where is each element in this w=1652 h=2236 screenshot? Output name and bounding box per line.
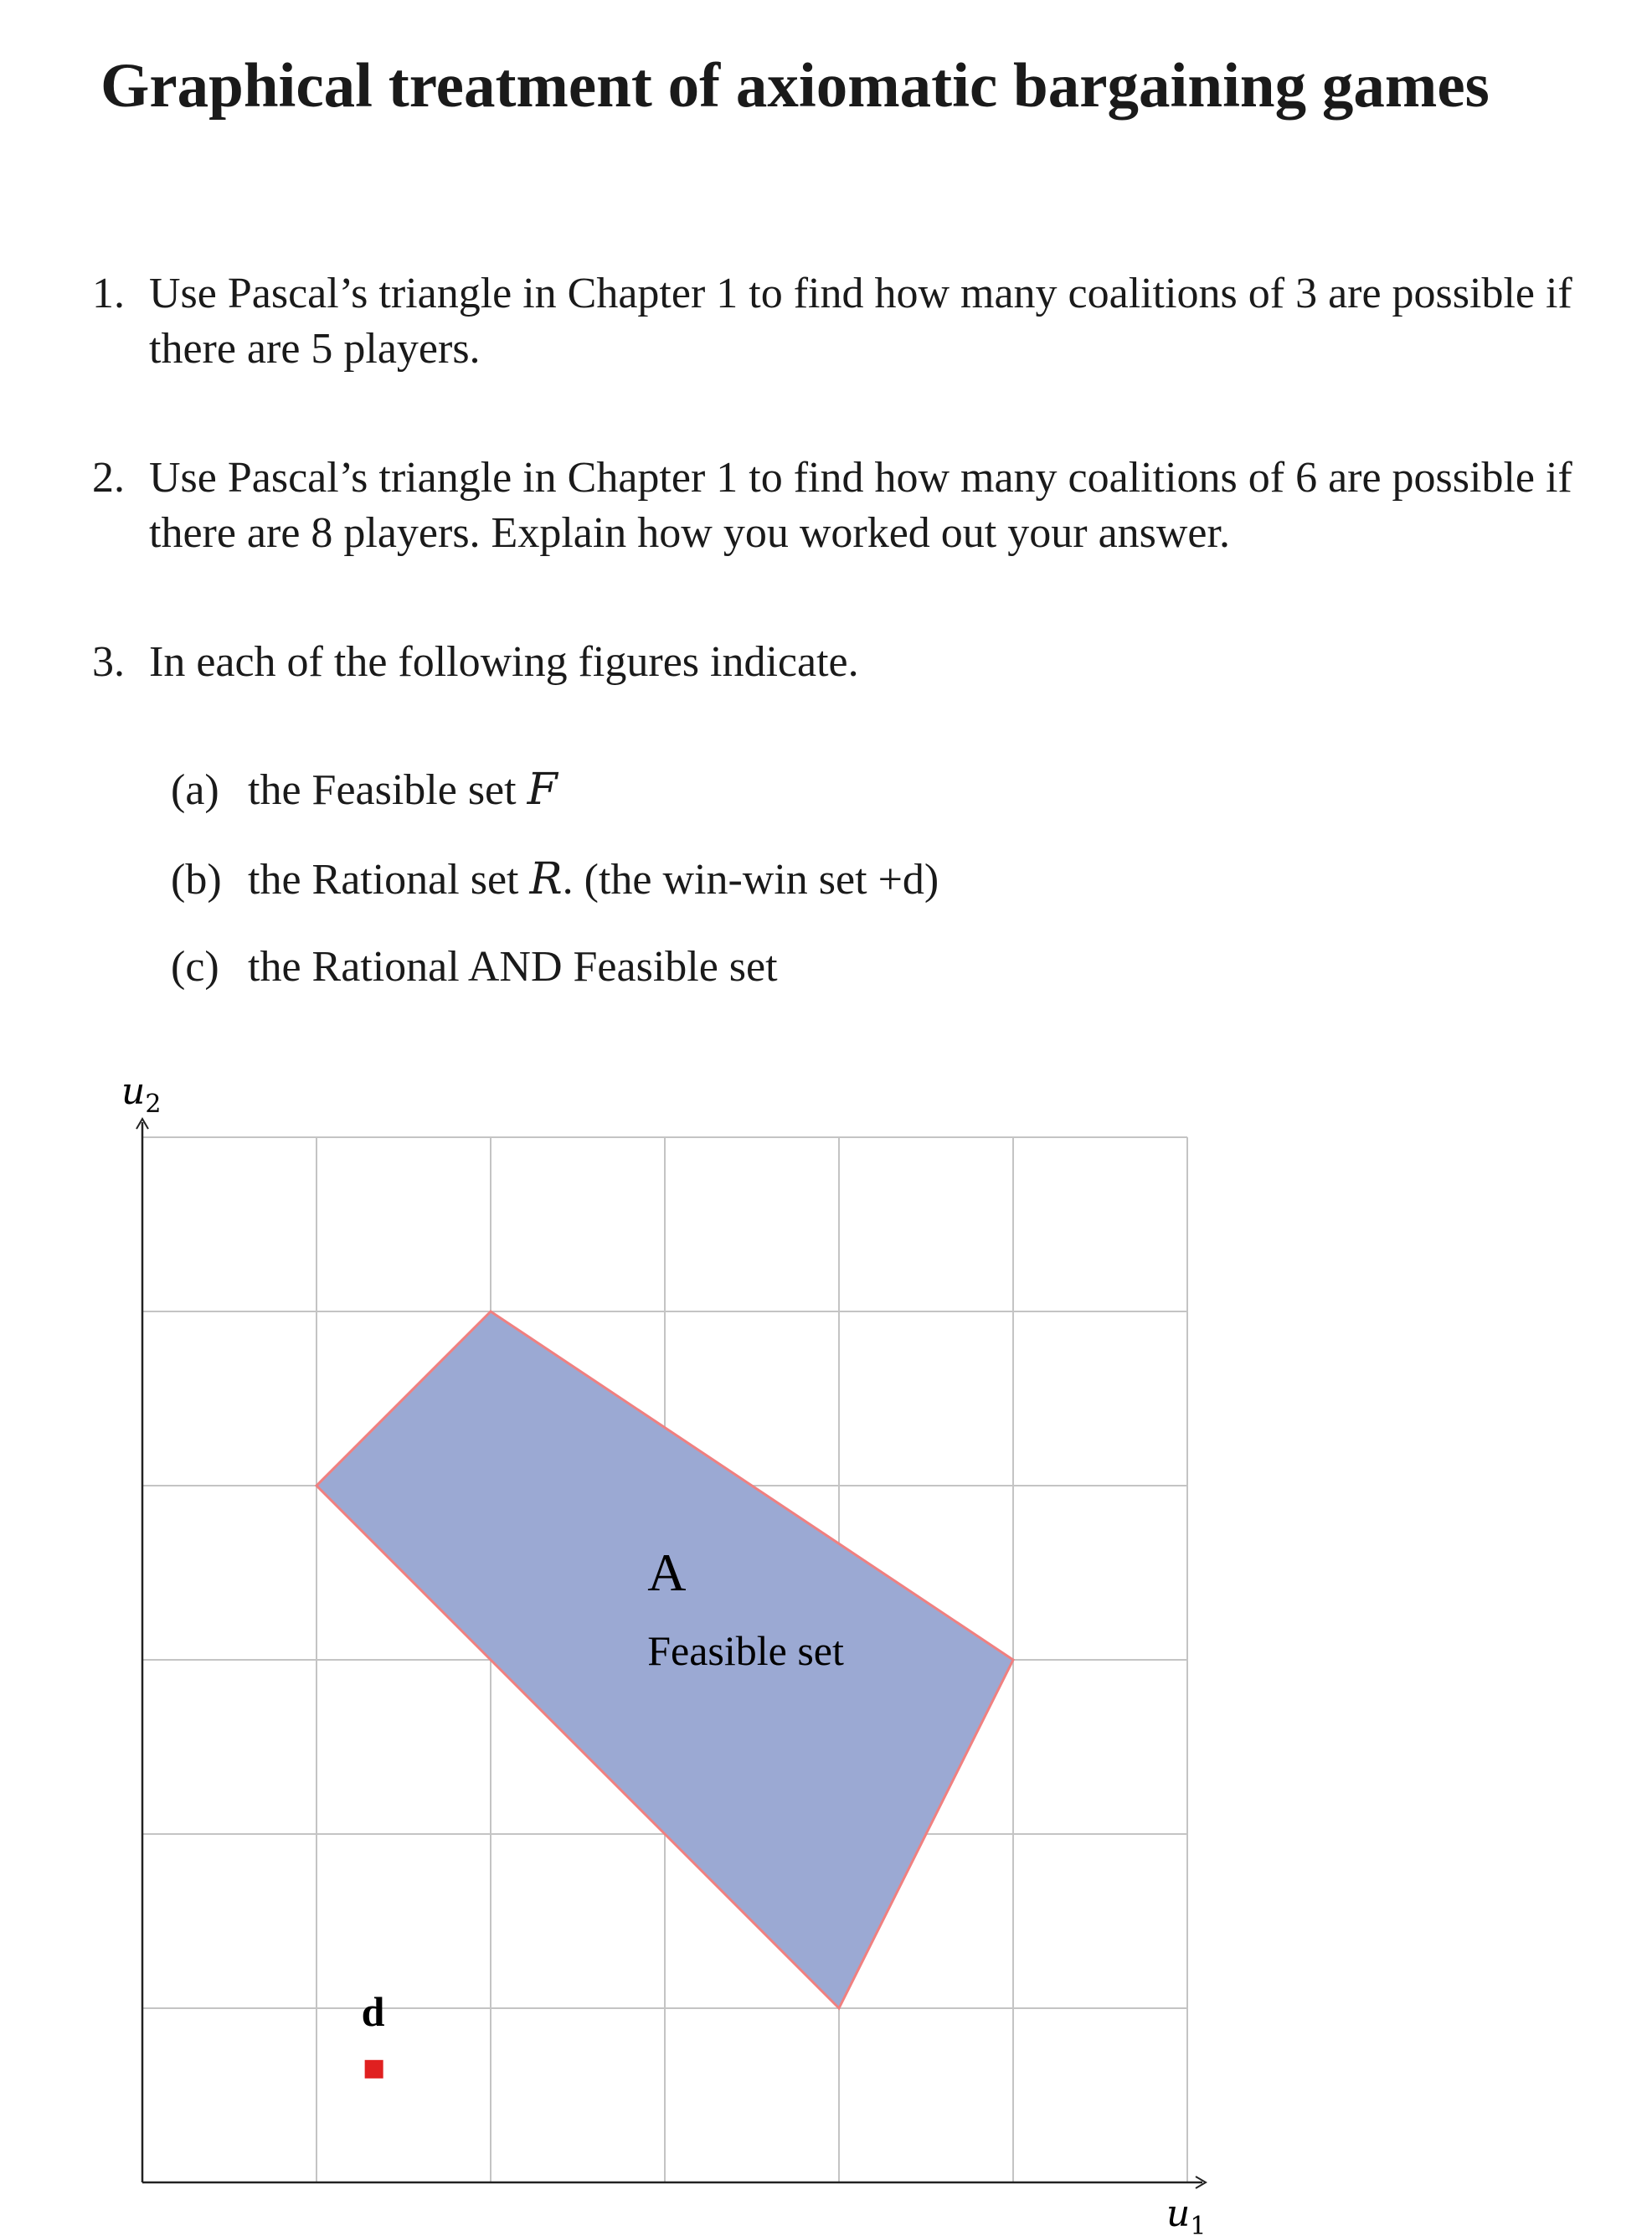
disagreement-point-label: d: [361, 1987, 385, 2035]
disagreement-point: [365, 2060, 383, 2079]
feasible-set-label: Feasible set: [647, 1627, 844, 1675]
feasible-set-name: A: [647, 1542, 687, 1602]
subitem-label: (c): [171, 943, 219, 991]
x-axis-label-main: u: [1166, 2192, 1191, 2235]
subitem-symbol: R: [529, 854, 563, 904]
subitem-text: the Feasible set: [248, 766, 528, 814]
subitem-symbol: F: [527, 765, 558, 815]
x-axis-label-sub: 1: [1190, 2212, 1207, 2236]
y-axis-label: [121, 1070, 161, 1119]
subitem-text: the Rational AND Feasible set: [248, 943, 778, 991]
subitem-suffix: . (the win-win set +d): [562, 856, 939, 904]
y-axis-label-main: u: [121, 1070, 146, 1113]
question-text: Use Pascal’s triangle in Chapter 1 to find how many coalitions of 3 are possible if there are 5 players.: [149, 270, 1572, 373]
question-text: In each of the following figures indicate.: [149, 638, 859, 686]
question-text: Use Pascal’s triangle in Chapter 1 to find how many coalitions of 6 are possible if there are 8 players. Explain how you worked out your answer.: [149, 454, 1572, 557]
subitem-label: (b): [171, 856, 222, 904]
page-title: Graphical treatment of axiomatic bargaining games: [100, 51, 1490, 121]
question-number: 2.: [92, 454, 125, 502]
subitem-text: the Rational set: [248, 856, 530, 904]
subitem-label: (a): [171, 766, 219, 814]
question-number: 1.: [92, 270, 125, 317]
x-axis-label: [1166, 2192, 1206, 2236]
y-axis-label-sub: 2: [145, 1090, 162, 1119]
question-number: 3.: [92, 638, 125, 686]
